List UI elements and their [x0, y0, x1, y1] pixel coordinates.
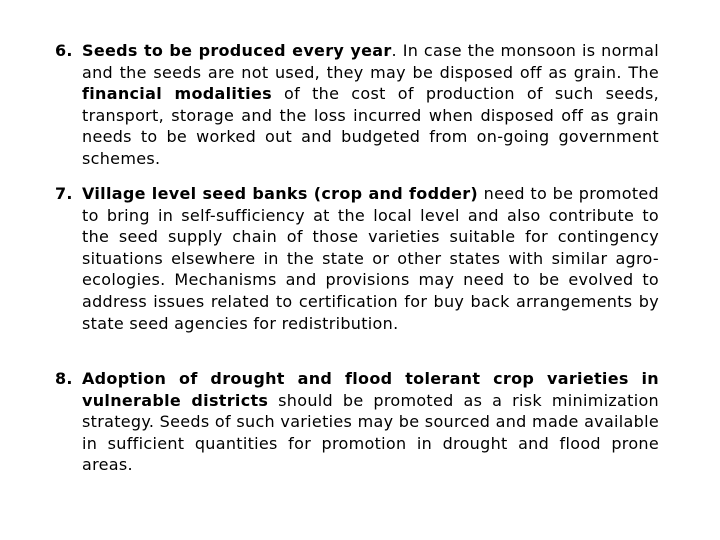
list-item-6 [55, 40, 659, 170]
item-number: 7. [55, 184, 73, 203]
item-text: of the cost of production of such seeds, transport, storage and the loss incurred when disposed off as grain needs to be worked out and budgeted from on-going government schemes. [82, 84, 660, 168]
list-item-8 [55, 368, 659, 476]
item-number: 8. [55, 369, 73, 388]
bold-term: financial modalities [82, 84, 272, 104]
item-text: need to be promoted to bring in self-sufficiency at the local level and also contribute to the seed supply chain of those varieties suitable for contingency situations elsewhere in the state or other states with similar agro-ecologies. Mechanisms and provisions may need to be evolved to address issues related to certification for buy back arrangements by state seed agencies for redistribution. [82, 184, 660, 333]
item-number: 6. [55, 41, 73, 60]
bold-lead: Village level seed banks (crop and fodder) [82, 184, 479, 203]
item-body [82, 183, 659, 334]
list-item-7 [55, 183, 659, 334]
bold-lead: Adoption of drought and flood tolerant crop varieties in vulnerable districts [82, 369, 659, 410]
item-text: should be promoted as a risk minimization strategy. Seeds of such varieties may be sourced and made available in sufficient quantities for promotion in drought and flood prone areas. [82, 390, 660, 475]
item-body [82, 40, 659, 170]
item-text: . In case the monsoon is normal and the seeds are not used, they may be disposed off as grain. The [82, 41, 659, 82]
bold-lead: Seeds to be produced every year [82, 41, 392, 60]
item-body [82, 368, 659, 476]
